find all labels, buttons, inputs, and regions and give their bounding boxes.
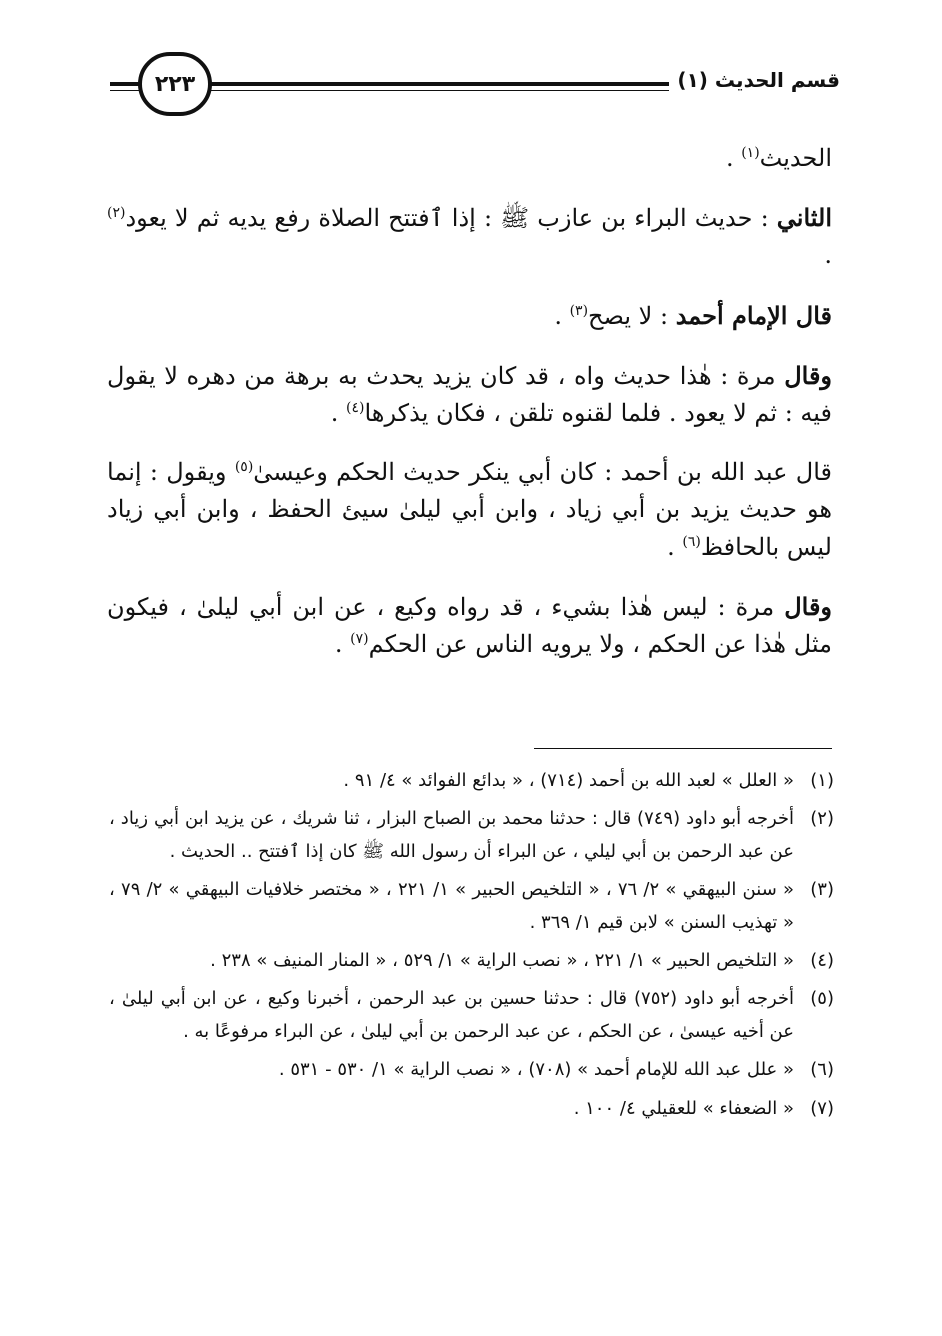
footnotes [109, 765, 834, 1131]
text: . [667, 532, 683, 561]
text: مرة : هٰذا حديث واه ، قد كان يزيد يحدث به برهة من دهره لا يقول فيه : ثم لا يعود . فلما لقنوه تلقن ، فكان يذكرها [107, 361, 832, 427]
footnote [109, 803, 834, 868]
paragraph-5 [107, 454, 832, 566]
footnote-text: « سنن البيهقي » ٢/ ٧٦ ، « التلخيص الحبير » ١/ ٢٢١ ، « مختصر خلافيات البيهقي » ٢/ ٧٩ ، « تهذيب السنن » لابن قيم ١/ ٣٦٩ . [109, 879, 794, 933]
paragraph-1 [107, 140, 832, 177]
footnote-ref: (١) [741, 145, 760, 161]
text: : حديث البراء بن عازب ﷺ : إذا ٱفتتح الصلاة رفع يديه ثم لا يعود [125, 204, 777, 233]
footnote-ref: (٢) [107, 205, 126, 222]
footnote-number: (١) [810, 770, 834, 791]
text: قال عبد الله بن أحمد : كان أبي ينكر حديث الحكم وعيسىٰ [253, 458, 832, 487]
text: . [824, 241, 832, 270]
footnote-text: « علل عبد الله للإمام أحمد » (٧٠٨) ، « نصب الراية » ١/ ٥٣٠ - ٥٣١ . [278, 1059, 794, 1081]
footnote [109, 765, 834, 797]
footnote-number: (٦) [810, 1059, 834, 1081]
footnote-number: (٢) [810, 808, 834, 830]
text: الحديث [759, 144, 832, 172]
footnote-number: (٣) [810, 879, 834, 901]
text: . [554, 301, 570, 330]
paragraph-6 [107, 588, 832, 663]
footnote-number: (٤) [810, 949, 834, 971]
footnote [109, 874, 834, 939]
footnote-separator [534, 748, 832, 749]
footnote-ref: (٧) [350, 630, 369, 647]
page-number-badge [138, 52, 212, 116]
footnote-text: « العلل » لعبد الله بن أحمد (٧١٤) ، « بدائع الفوائد » ٤/ ٩١ . [343, 770, 794, 791]
footnote-ref: (٣) [569, 302, 589, 319]
lead-word: الثاني [776, 203, 832, 233]
text: . [725, 144, 742, 172]
lead-word: قال الإمام أحمد [675, 300, 832, 330]
footnote-text: أخرجه أبو داود (٧٤٩) قال : حدثنا محمد بن الصباح البزار ، ثنا شريك ، عن يزيد ابن أبي زياد ، عن عبد الرحمن بن أبي ليلي ، عن البراء أن رسول الله ﷺ كان إذا ٱفتتح .. الحديث . [109, 808, 795, 862]
text: : لا يصح [588, 301, 676, 330]
text: ويقول : إنما هو حديث يزيد بن أبي زياد ، وابن أبي ليلىٰ سيئ الحفظ ، وابن أبي زياد ليس بالحافظ [107, 458, 832, 561]
footnote-text: « التلخيص الحبير » ١/ ٢٢١ ، « نصب الراية » ١/ ٥٢٩ ، « المنار المنيف » ٢٣٨ . [210, 949, 794, 971]
footnote [109, 1054, 834, 1086]
running-title: قسم الحديث (١) [669, 68, 840, 92]
footnote-text: « الضعفاء » للعقيلي ٤/ ١٠٠ . [573, 1097, 794, 1119]
paragraph-2 [107, 199, 832, 274]
page-header [100, 52, 840, 122]
text: . [330, 398, 346, 427]
footnote-ref: (٥) [234, 459, 254, 476]
lead-word: وقال [784, 360, 832, 390]
text: . [334, 629, 351, 658]
footnote [109, 983, 834, 1048]
text: مرة : ليس هٰذا بشيء ، قد رواه وكيع ، عن ابن أبي ليلىٰ ، فيكون مثل هٰذا عن الحكم ، ولا يرويه الناس عن الحكم [107, 592, 832, 658]
main-text [107, 140, 832, 685]
paragraph-4 [107, 357, 832, 432]
footnote-number: (٧) [810, 1097, 834, 1119]
page-number: ٢٢٣ [154, 71, 196, 97]
footnote-ref: (٦) [682, 533, 701, 550]
footnote-ref: (٤) [346, 399, 365, 416]
footnote-number: (٥) [810, 988, 834, 1010]
footnote [109, 1093, 834, 1125]
paragraph-3 [107, 297, 832, 335]
footnote-text: أخرجه أبو داود (٧٥٢) قال : حدثنا حسين بن عبد الرحمن ، أخبرنا وكيع ، عن ابن أبي ليلىٰ ، عن أخيه عيسىٰ ، عن الحكم ، عن عبد الرحمن بن أبي ليلىٰ ، عن البراء مرفوعًا به . [109, 988, 795, 1042]
lead-word: وقال [784, 591, 832, 621]
footnote [109, 945, 834, 977]
